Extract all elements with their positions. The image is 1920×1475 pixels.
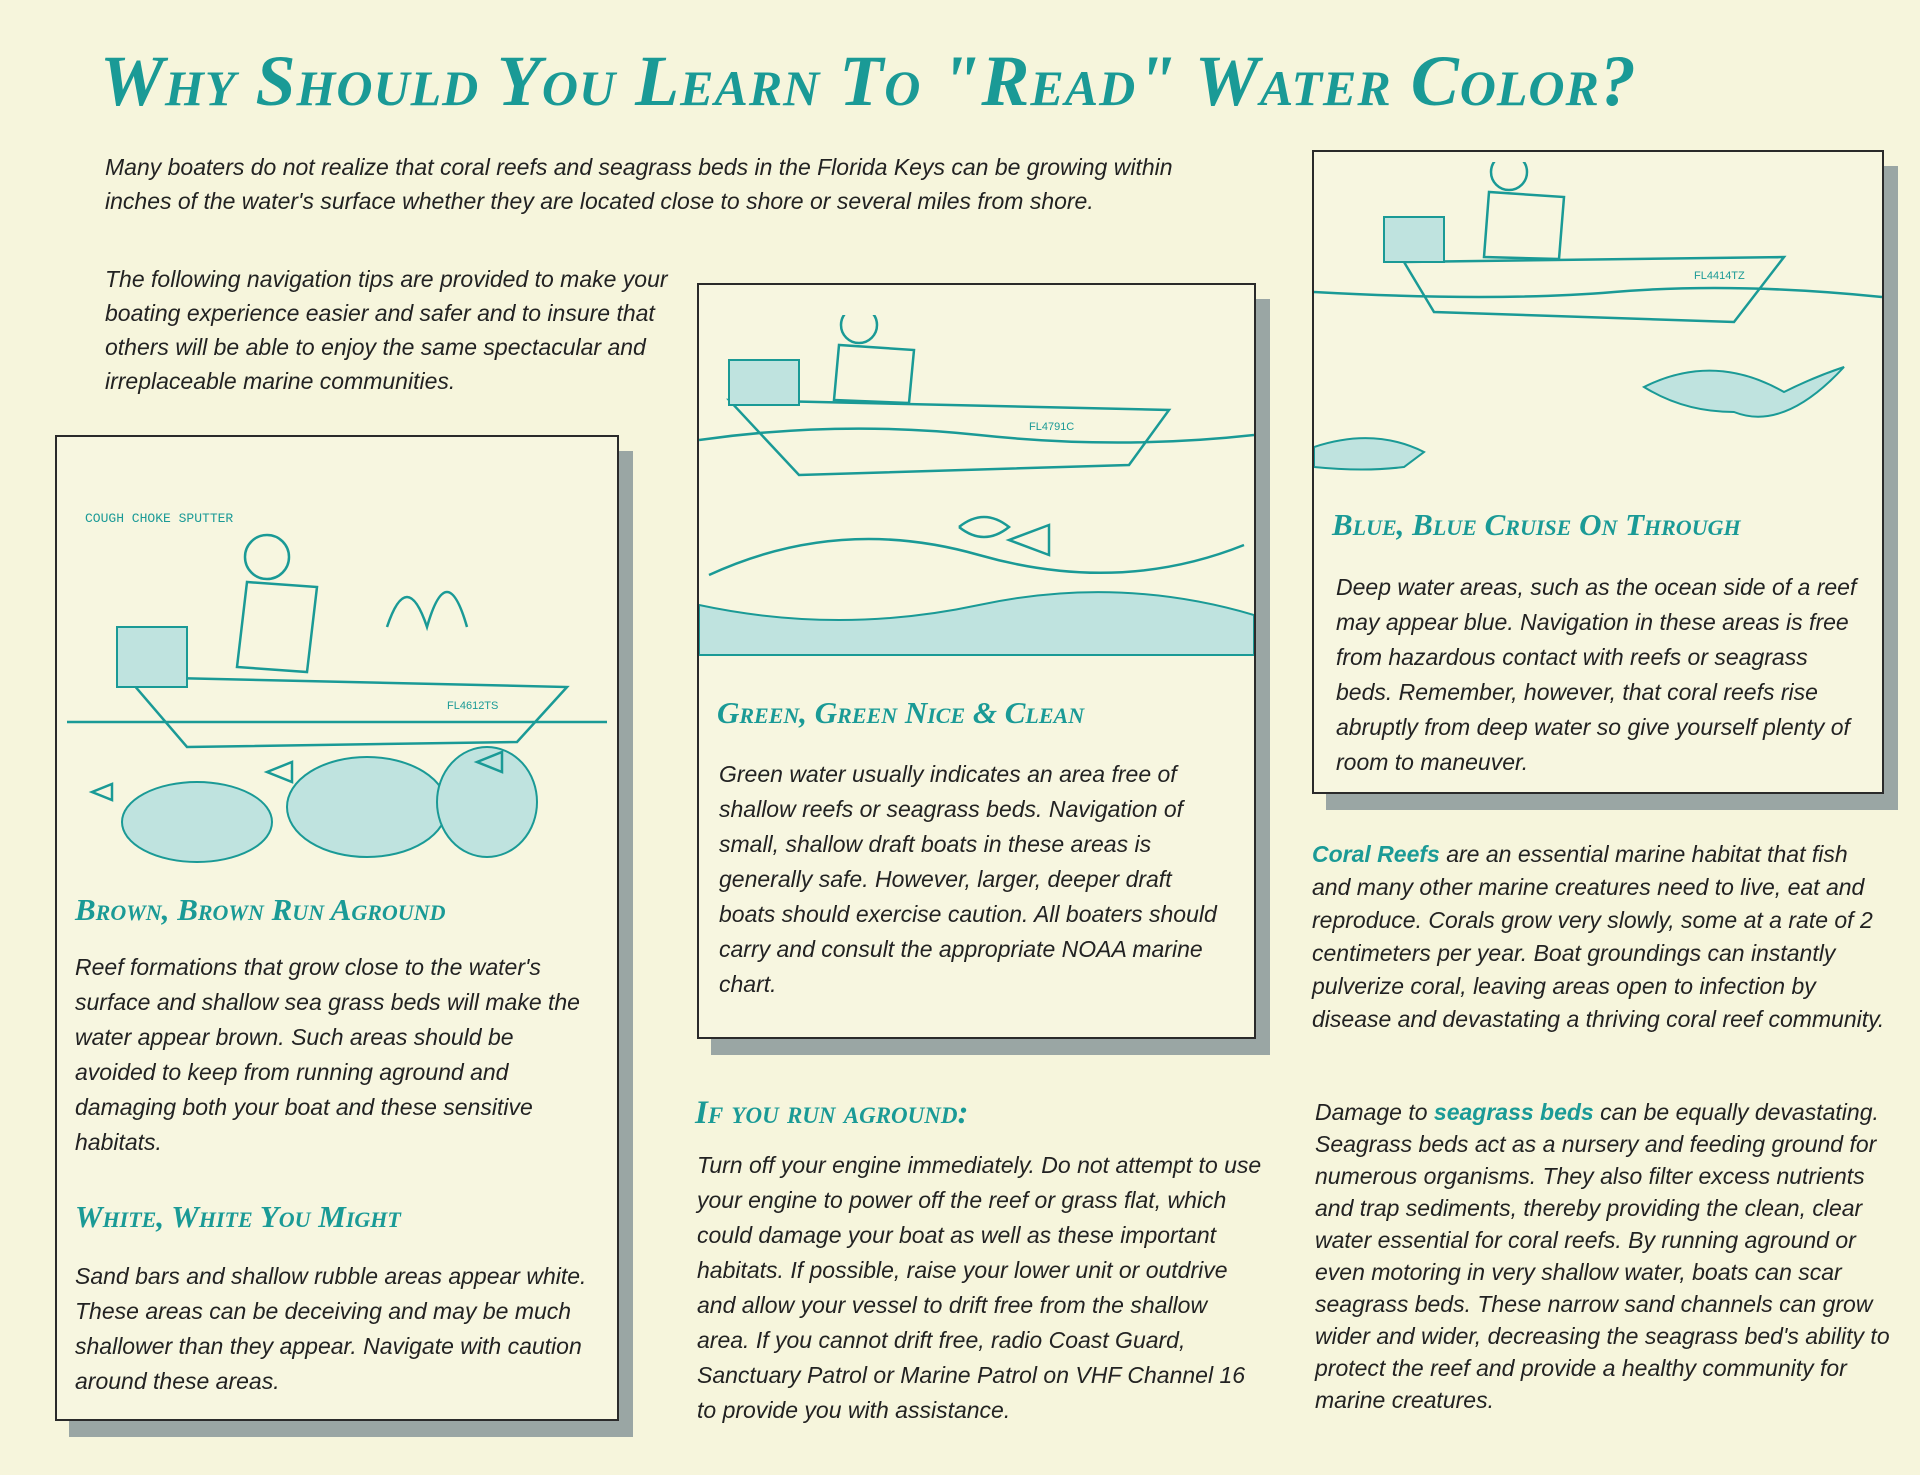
intro-paragraph-2: The following navigation tips are provided to make your boating experience easier and safer and to insure that others will be able to enjoy the same spectacular and irreplaceable marine communities. [105, 266, 668, 394]
coral-head-icon [437, 747, 537, 857]
boater-head-icon [245, 535, 289, 579]
page-title: Why Should You Learn To "Read" Water Color? [100, 41, 1637, 121]
seagrass-bed-icon [699, 592, 1254, 655]
seagrass-keyword: seagrass beds [1433, 1099, 1594, 1125]
shark-icon [1314, 438, 1424, 469]
boat-registration-blue: FL4414TZ [1694, 270, 1745, 282]
brown-white-panel [55, 435, 619, 1421]
white-heading: White, White You Might [75, 1199, 401, 1234]
brain-coral-icon [287, 757, 447, 857]
sand-bottom-line [709, 539, 1244, 575]
outboard-motor-icon [729, 360, 799, 405]
aground-heading: If you run aground: [695, 1095, 969, 1131]
water-line [1314, 288, 1882, 297]
stingray-icon [1644, 367, 1844, 417]
fish-icon [959, 517, 1049, 555]
boat-blue-illustration [1314, 162, 1882, 502]
boat-aground-illustration [67, 477, 607, 867]
boater-body-icon [1484, 192, 1564, 259]
outboard-motor-icon [117, 627, 187, 687]
boat-hull [1404, 257, 1784, 322]
boater-body-icon [237, 582, 317, 672]
blue-body: Deep water areas, such as the ocean side of a reef may appear blue. Navigation in these areas is free from hazardous contact with reefs or seagrass beds. Remember, however, that coral reefs rise abruptly from deep water so give yourself plenty of room to maneuver. [1336, 574, 1857, 775]
brown-body: Reef formations that grow close to the water's surface and shallow sea grass beds will make the water appear brown. Such areas should be avoided to keep from running aground and damaging both your boat and these sensitive habitats. [75, 954, 580, 1155]
blue-heading: Blue, Blue Cruise On Through [1332, 507, 1741, 542]
seagrass-paragraph [1315, 1096, 1890, 1416]
green-body: Green water usually indicates an area free of shallow reefs or seagrass beds. Navigation of small, shallow draft boats in these areas is generally safe. However, larger, deeper draft boats should exercise caution. All boaters should carry and consult the appropriate NOAA marine chart. [719, 761, 1217, 997]
coral-rock-icon [122, 782, 272, 862]
water-line [699, 429, 1254, 443]
brown-heading: Brown, Brown Run Aground [75, 892, 446, 927]
boat-registration-green: FL4791C [1029, 421, 1075, 433]
boater-body-icon [834, 345, 914, 403]
boat-registration-brown: FL4612TS [447, 700, 499, 712]
seagrass-lead: Damage to [1315, 1099, 1434, 1125]
blue-panel [1312, 150, 1884, 794]
boater-head-icon [841, 315, 877, 343]
green-heading: Green, Green Nice & Clean [717, 695, 1085, 730]
green-panel [697, 283, 1256, 1039]
boater-head-icon [1491, 162, 1527, 190]
boat-hull [729, 400, 1169, 475]
boat-hull [127, 677, 567, 747]
seagrass-body: can be equally devastating. Seagrass beds act as a nursery and feeding ground for numerous organisms. They also filter excess nutrients and trap sediments, thereby providing the clean, clear water essential for coral reefs. By running aground or even motoring in very shallow water, boats can scar seagrass beds. These narrow sand channels can grow wider and wider, decreasing the seagrass bed's ability to protect the reef and provide a healthy community for marine creatures. [1315, 1099, 1890, 1413]
coral-reefs-body: are an essential marine habitat that fish and many other marine creatures need to live, eat and reproduce. Corals grow very slowly, some at a rate of 2 centimeters per year. Boat groundings can instantly pulverize coral, leaving areas open to infection by disease and devastating a thriving coral reef community. [1312, 841, 1885, 1032]
coral-reefs-paragraph [1312, 838, 1887, 1036]
coral-reefs-keyword: Coral Reefs [1312, 841, 1440, 867]
outboard-motor-icon [1384, 217, 1444, 262]
cough-choke-sputter-text: COUGH CHOKE SPUTTER [85, 511, 234, 526]
intro-paragraph-1: Many boaters do not realize that coral reefs and seagrass beds in the Florida Keys can be growing within inches of the water's surface whether they are located close to shore or several miles from shore. [105, 154, 1173, 214]
aground-body: Turn off your engine immediately. Do not attempt to use your engine to power off the reef or grass flat, which could damage your boat as well as these important habitats. If possible, raise your lower unit or outdrive and allow your vessel to drift free from the shallow area. If you cannot drift free, radio Coast Guard, Sanctuary Patrol or Marine Patrol on VHF Channel 16 to provide you with assistance. [697, 1152, 1262, 1423]
water-splash-icon [387, 592, 467, 627]
boat-green-illustration [699, 315, 1254, 675]
white-body: Sand bars and shallow rubble areas appear white. These areas can be deceiving and may be much shallower than they appear. Navigate with caution around these areas. [75, 1263, 587, 1394]
